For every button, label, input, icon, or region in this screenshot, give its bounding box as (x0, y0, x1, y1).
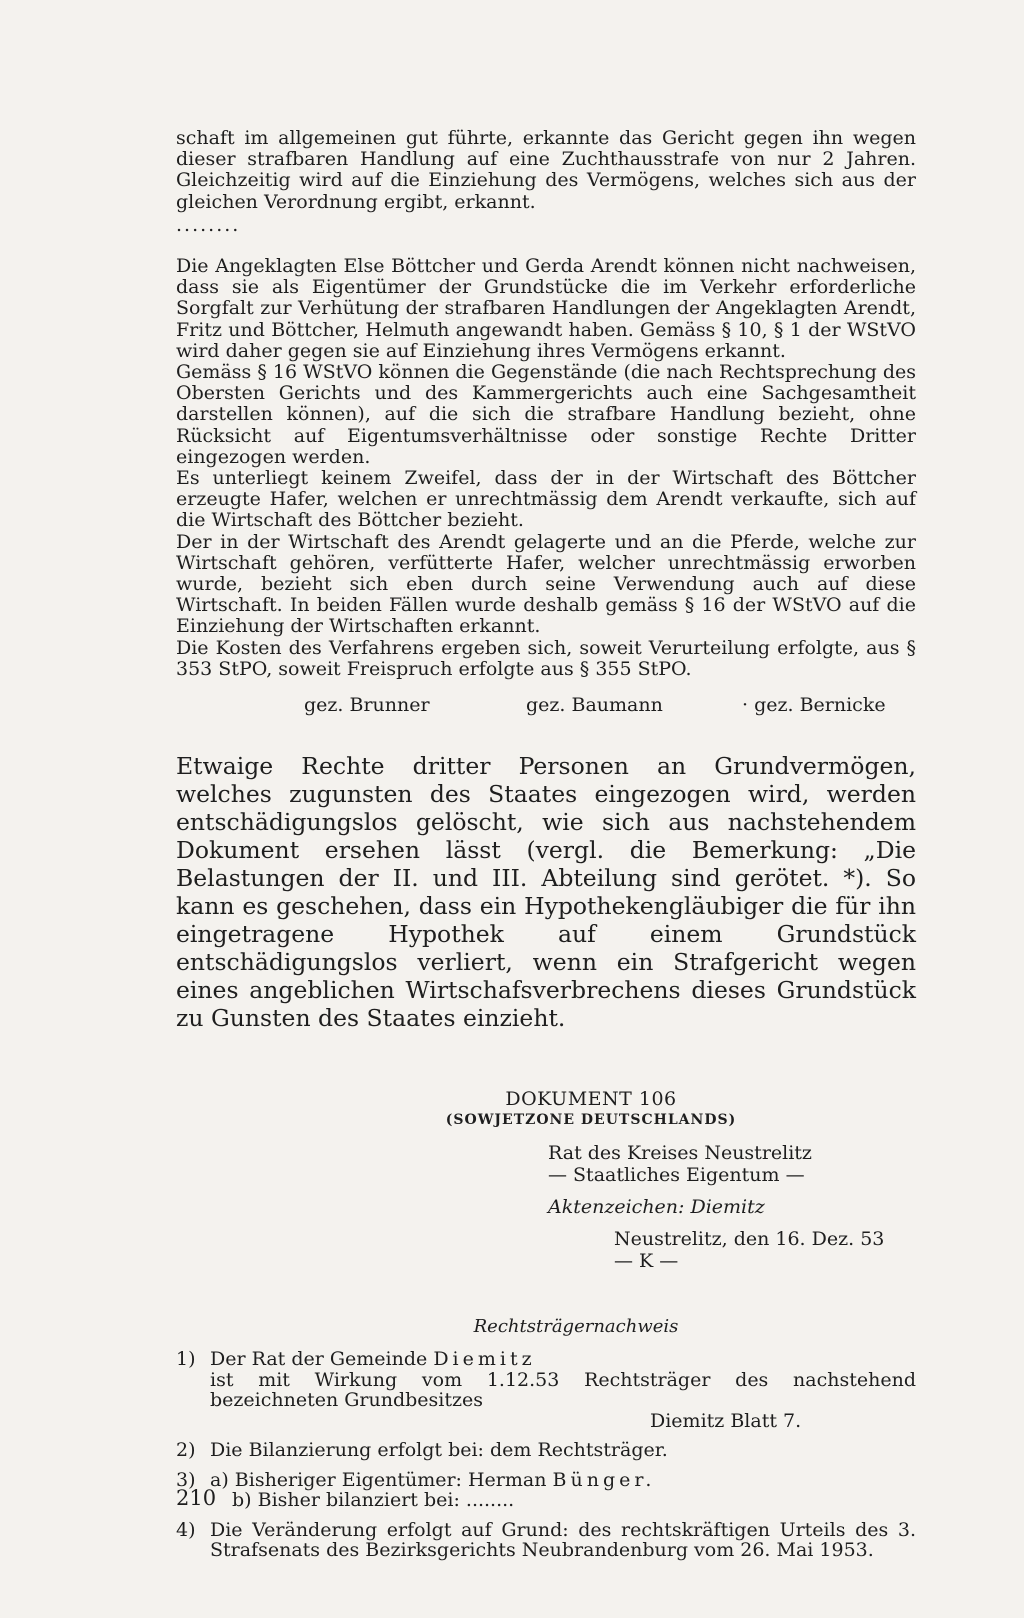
commentary (176, 752, 916, 1032)
paragraph: Gemäss § 16 WStVO können die Gegenstände (die nach Rechtsprechung des Obersten Gerichts und des Kammergerichts auch eine Sachgesamtheit darstellen können), auf die sich die strafbare Handlung bezieht, ohne Rücksicht auf Eigentumsverhältnisse oder sonstige Rechte Dritter eingezogen werden. (176, 361, 916, 468)
reference-number: Aktenzeichen: Diemitz (548, 1196, 765, 1219)
item-number: 2) (176, 1439, 196, 1462)
paragraph: Die Angeklagten Else Böttcher und Gerda Arendt können nicht nachweisen, dass sie als Eigentümer der Grundstücke die im Verkehr erforderliche Sorgfalt zur Verhütung der strafbaren Handlungen der Angeklagten Arendt, Fritz und Böttcher, Helmuth angewandt haben. Gemäss § 10, § 1 der WStVO wird daher gegen sie auf Einziehung ihres Vermögens erkannt. (176, 255, 916, 362)
issuer-block (548, 1142, 916, 1272)
item-list (176, 1349, 916, 1561)
item-number: 4) (176, 1518, 196, 1541)
place-name: Diemitz (433, 1348, 536, 1371)
list-item: 1) Der Rat der Gemeinde Diemitz ist mit Wirkung vom 1.12.53 Rechtsträger des nachstehend bezeichneten Grundbesitzes Diemitz Blatt 7. (176, 1348, 916, 1432)
commentary-paragraph: Etwaige Rechte dritter Personen an Grundvermögen, welches zugunsten des Staates eingezogen wird, werden entschädigungslos gelöscht, wie sich aus nachstehendem Dokument ersehen lässt (vergl. die Bemerkung: „Die Belastungen der II. und III. Abteilung sind gerötet. *). So kann es geschehen, dass ein Hypothekengläubiger die für ihn eingetragene Hypothek auf einem Grundstück entschädigungslos verliert, wenn ein Strafgericht wegen eines angeblichen Wirtschafsverbrechens dieses Grundstück zu Gunsten des Staates einzieht. (176, 752, 916, 1033)
authority-department: — Staatliches Eigentum — (548, 1164, 805, 1187)
section-heading: Rechtsträgernachweis (473, 1316, 679, 1338)
signature-brunner: gez. Brunner (304, 694, 430, 717)
paragraph: Der in der Wirtschaft des Arendt gelagerte und an die Pferde, welche zur Wirtschaft gehören, verfütterte Hafer, welcher unrechtmässig erworben wurde, bezieht sich eben durch seine Verwendung auch auf diese Wirtschaft. In beiden Fällen wurde deshalb gemäss § 16 der WStVO auf die Einziehung der Wirtschaften erkannt. (176, 530, 916, 638)
list-item: 2) Die Bilanzierung erfolgt bei: dem Rechtsträger. (176, 1439, 668, 1462)
paragraph: Die Kosten des Verfahrens ergeben sich, soweit Verurteilung erfolgte, aus § 353 StPO, soweit Freispruch erfolgte aus § 355 StPO. (176, 636, 916, 680)
item-number: 3) (176, 1468, 196, 1491)
ellipsis-dots: ........ (176, 213, 241, 236)
document-title: DOKUMENT 106 (505, 1088, 677, 1111)
document-code: — K — (614, 1250, 679, 1273)
item-number: 1) (176, 1348, 196, 1371)
document-header (176, 1088, 916, 1128)
paragraph: Es unterliegt keinem Zweifel, dass der in der Wirtschaft des Böttcher erzeugte Hafer, welchen er unrechtmässig dem Arendt verkaufte, sich auf die Wirtschaft des Böttcher bezieht. (176, 467, 916, 532)
paragraph: schaft im allgemeinen gut führte, erkannte das Gericht gegen ihn wegen dieser strafbaren Handlung auf eine Zuchthausstrafe von nur 2 Jahren. Gleichzeitig wird auf die Einziehung des Vermögens, welches sich aus der gleichen Verordnung ergibt, erkannt. (176, 127, 916, 213)
owner-name: Bünger. (552, 1468, 656, 1491)
list-item: 3) a) Bisheriger Eigentümer: Herman Bünger. b) Bisher bilanziert bei: ........ (176, 1468, 656, 1512)
page-number: 210 (176, 1486, 217, 1510)
page-content (176, 128, 916, 1570)
signature-baumann: gez. Baumann (526, 694, 663, 717)
authority-name: Rat des Kreises Neustrelitz (548, 1142, 812, 1165)
judgment-text (176, 128, 916, 680)
document-date: Neustrelitz, den 16. Dez. 53 (614, 1228, 885, 1251)
list-item: 4) Die Veränderung erfolgt auf Grund: des rechtskräftigen Urteils des 3. Strafsenats des Bezirksgerichts Neubrandenburg vom 26. Mai 1953. (176, 1518, 916, 1562)
document-subtitle: (SOWJETZONE DEUTSCHLANDS) (445, 1112, 737, 1129)
signature-bernicke: · gez. Bernicke (742, 694, 886, 717)
signature-line (176, 694, 916, 720)
